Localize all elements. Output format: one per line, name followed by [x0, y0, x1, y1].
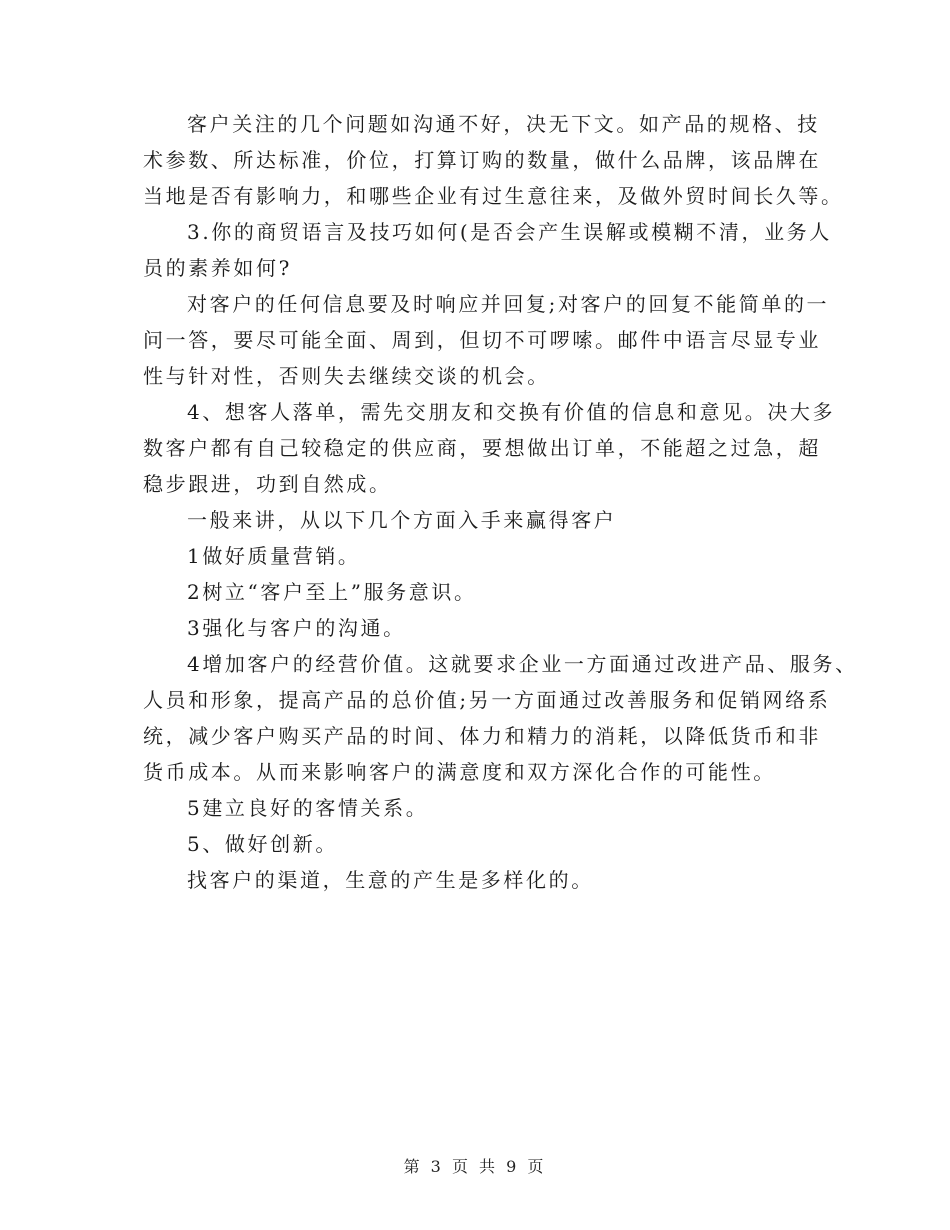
- paragraph-line: 货币成本。从而来影响客户的满意度和双方深化合作的可能性。: [143, 760, 776, 784]
- list-item: 5建立良好的客情关系。: [187, 796, 429, 820]
- paragraph-line: 3.你的商贸语言及技巧如何(是否会产生误解或模糊不清，业务人: [187, 220, 832, 244]
- paragraph-line: 人员和形象，提高产品的总价值;另一方面通过改善服务和促销网络系: [143, 688, 831, 712]
- list-item: 3强化与客户的沟通。: [187, 616, 406, 640]
- paragraph-line: 对客户的任何信息要及时响应并回复;对客户的回复不能简单的一: [187, 292, 830, 316]
- paragraph-line: 找客户的渠道，生意的产生是多样化的。: [187, 868, 594, 892]
- paragraph-line: 员的素养如何?: [143, 256, 292, 280]
- paragraph-line: 问一答，要尽可能全面、周到，但切不可啰嗦。邮件中语言尽显专业: [143, 328, 821, 352]
- paragraph-line: 统，减少客户购买产品的时间、体力和精力的消耗，以降低货币和非: [143, 724, 821, 748]
- list-item: 1做好质量营销。: [187, 544, 361, 568]
- list-item: 2树立“客户至上”服务意识。: [187, 580, 477, 604]
- paragraph-line: 数客户都有自己较稳定的供应商，要想做出订单，不能超之过急，超: [143, 436, 821, 460]
- document-body: [143, 108, 858, 896]
- paragraph-line: 一般来讲，从以下几个方面入手来赢得客户: [187, 508, 617, 532]
- paragraph-line: 客户关注的几个问题如沟通不好，决无下文。如产品的规格、技: [187, 112, 820, 136]
- paragraph-line: 4、想客人落单，需先交朋友和交换有价值的信息和意见。决大多: [187, 400, 836, 424]
- list-item: 5、做好创新。: [187, 832, 338, 856]
- list-item: 4增加客户的经营价值。这就要求企业一方面通过改进产品、服务、: [187, 652, 858, 676]
- paragraph-line: 稳步跟进，功到自然成。: [143, 472, 392, 496]
- paragraph-line: 性与针对性，否则失去继续交谈的机会。: [143, 364, 550, 388]
- paragraph-line: 术参数、所达标准，价位，打算订购的数量，做什么品牌，该品牌在: [143, 148, 821, 172]
- page-number-footer: 第 3 页 共 9 页: [403, 1157, 547, 1176]
- paragraph-line: 当地是否有影响力，和哪些企业有过生意往来，及做外贸时间长久等。: [143, 184, 844, 208]
